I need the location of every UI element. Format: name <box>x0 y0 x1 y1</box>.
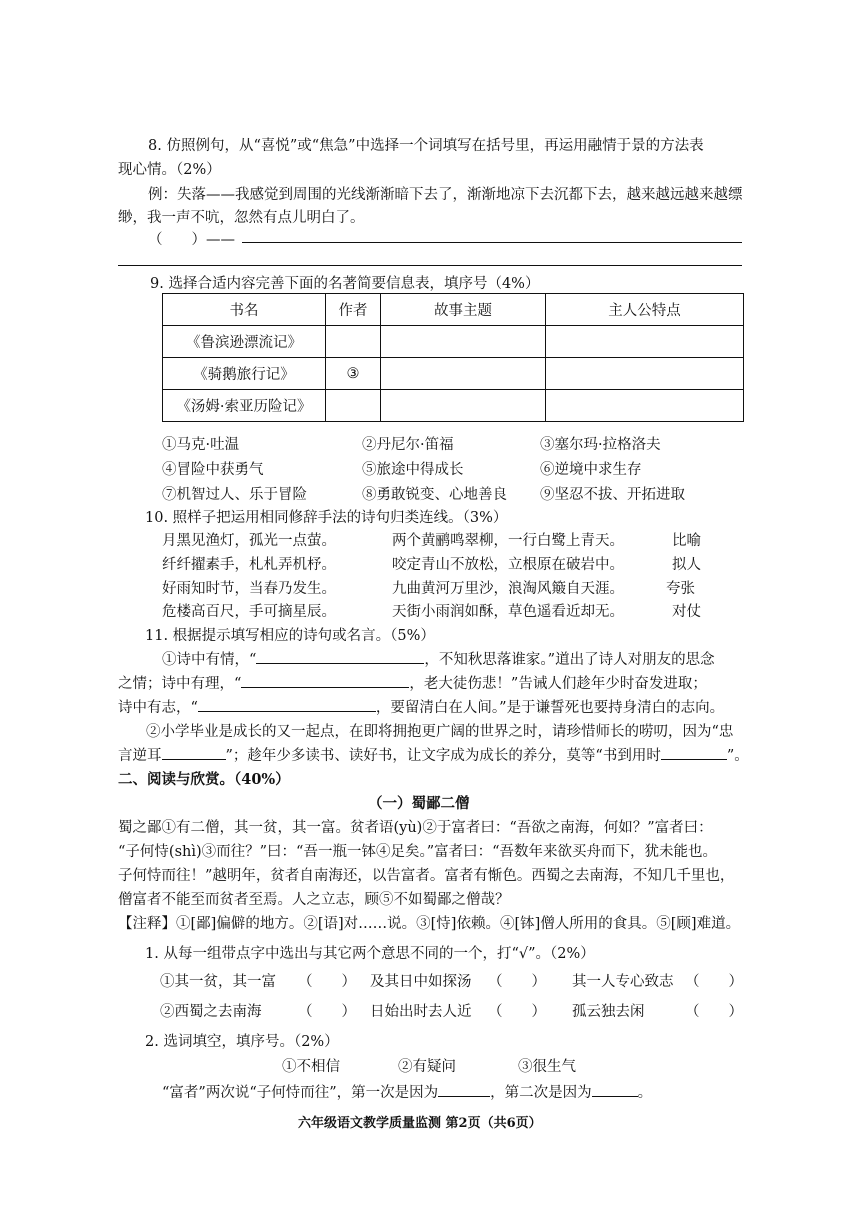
table-row <box>163 390 744 422</box>
q10-middle-line[interactable]: 咬定青山不放松，立根原在破岩中。 <box>392 557 624 573</box>
passage-line: 蜀之鄙①有二僧，其一贫，其一富。贫者语(yù)②于富者曰：“吾欲之南海，何如？”富者曰： <box>118 820 713 836</box>
table-cell-theme[interactable] <box>381 390 546 422</box>
q11-text: ，要留清白在人间。”是于谦誓死也要持身清白的志向。 <box>375 700 725 716</box>
passage-note: 【注释】①[鄙]偏僻的地方。②[语]对……说。③[恃]依赖。④[钵]僧人所用的食具。⑤[顾]难道。 <box>118 916 741 932</box>
q8-answer-line-2[interactable] <box>118 265 742 266</box>
q11-line3 <box>118 696 724 717</box>
r1-item: 其一人专心致志 <box>572 974 674 990</box>
q10-middle-line[interactable]: 天街小雨润如酥，草色遥看近却无。 <box>392 604 624 620</box>
r2-text: ，第二次是因为 <box>490 1085 592 1101</box>
table-cell-trait[interactable] <box>546 358 744 390</box>
answer-blank[interactable] <box>241 673 409 688</box>
table-header: 故事主题 <box>381 294 546 326</box>
q10-rhetoric[interactable]: 比喻 <box>672 533 701 549</box>
q10-rhetoric[interactable]: 拟人 <box>672 557 701 573</box>
q9-option: ①马克·吐温 <box>162 437 240 453</box>
table-cell-trait[interactable] <box>546 326 744 358</box>
table-cell-theme[interactable] <box>381 358 546 390</box>
page-footer: 六年级语文教学质量监测 第2页（共6页） <box>298 1116 542 1131</box>
answer-blank[interactable] <box>438 1082 490 1097</box>
r1-bracket[interactable]: （ ） <box>298 1004 356 1020</box>
q11-text: ，老大徒伤悲！”告诫人们趁年少时奋发进取； <box>409 676 707 692</box>
q11-line4: ②小学毕业是成长的又一起点，在即将拥抱更广阔的世界之时，请珍惜师长的唠叨，因为“忠 <box>146 724 734 740</box>
r2-option: ①不相信 <box>282 1059 340 1075</box>
table-cell-author[interactable] <box>326 390 381 422</box>
section-title: 二、阅读与欣赏。（40%） <box>118 771 290 788</box>
r2-text: 。 <box>637 1085 653 1101</box>
r1-item: 孤云独去闲 <box>572 1004 645 1020</box>
table-header: 书名 <box>163 294 326 326</box>
q9-option: ⑧勇敢锐变、心地善良 <box>362 487 507 503</box>
r1-title: 1. 从每一组带点字中选出与其它两个意思不同的一个，打“√”。（2%） <box>145 946 595 962</box>
table-cell-book: 《汤姆·索亚历险记》 <box>163 390 326 422</box>
table-cell-book: 《鲁滨逊漂流记》 <box>163 326 326 358</box>
table-cell-author[interactable] <box>326 326 381 358</box>
r2-option: ②有疑问 <box>398 1059 456 1075</box>
q10-left-line[interactable]: 月黑见渔灯，孤光一点萤。 <box>162 533 336 549</box>
q10-title: 10. 照样子把运用相同修辞手法的诗句归类连线。（3%） <box>145 510 508 526</box>
r1-bracket[interactable]: （ ） <box>685 974 743 990</box>
q10-left-line[interactable]: 危楼高百尺，手可摘星辰。 <box>162 604 336 620</box>
r1-item: ②西蜀之去南海 <box>160 1004 262 1020</box>
q9-option: ④冒险中获勇气 <box>162 462 264 478</box>
q11-text: ①诗中有情，“ <box>162 652 257 668</box>
q9-option: ③塞尔玛·拉格洛夫 <box>540 437 661 453</box>
q11-text: ”；趁年少多读书、读好书，让文字成为成长的养分，莫等“书到用时 <box>225 748 661 764</box>
q10-middle-line[interactable]: 两个黄鹂鸣翠柳，一行白鹭上青天。 <box>392 533 624 549</box>
r1-item: ①其一贫，其一富 <box>160 974 276 990</box>
q9-title: 9. 选择合适内容完善下面的名著简要信息表，填序号（4%） <box>150 276 540 292</box>
q10-left-line[interactable]: 纤纤擢素手，札札弄机杼。 <box>162 557 336 573</box>
table-header: 作者 <box>326 294 381 326</box>
q10-left-line[interactable]: 好雨知时节，当春乃发生。 <box>162 581 336 597</box>
passage-title: （一）蜀鄙二僧 <box>368 795 470 812</box>
q10-rhetoric[interactable]: 夸张 <box>666 581 695 597</box>
answer-blank[interactable] <box>256 649 424 664</box>
table-cell-trait[interactable] <box>546 390 744 422</box>
table-row <box>163 326 744 358</box>
q9-option: ②丹尼尔·笛福 <box>362 437 454 453</box>
q11-title: 11. 根据提示填写相应的诗句或名言。（5%） <box>145 628 435 644</box>
answer-blank[interactable] <box>162 745 226 760</box>
r1-item: 日始出时去人近 <box>370 1004 472 1020</box>
passage-line: 子何恃而往！”越明年，贫者自南海还，以告富者。富者有惭色。西蜀之去南海，不知几千里也， <box>118 868 735 884</box>
book-info-table <box>162 293 744 422</box>
table-cell-author[interactable]: ③ <box>326 358 381 390</box>
q10-middle-line[interactable]: 九曲黄河万里沙，浪淘风簸自天涯。 <box>392 581 624 597</box>
q11-text: ，不知秋思落谁家。”道出了诗人对朋友的思念 <box>424 652 715 668</box>
r1-item: 及其日中如探汤 <box>370 974 472 990</box>
r1-bracket[interactable]: （ ） <box>298 974 356 990</box>
q11-text: 之情；诗中有理，“ <box>118 676 242 692</box>
passage-line: 僧富者不能至而贫者至焉。人之立志，顾⑤不如蜀鄙之僧哉？ <box>118 892 510 908</box>
q11-line5 <box>118 744 749 765</box>
q10-rhetoric[interactable]: 对仗 <box>672 604 701 620</box>
passage-line: “子何恃(shì)③而往？”曰：“吾一瓶一钵④足矣。”富者曰：“吾数年来欲买舟而下，犹未能也。 <box>118 844 718 860</box>
q8-answer-prefix: （ ）—— <box>148 232 235 248</box>
q8-example-line2: 缈，我一声不吭，忽然有点儿明白了。 <box>118 210 365 226</box>
table-cell-book: 《骑鹅旅行记》 <box>163 358 326 390</box>
r1-bracket[interactable]: （ ） <box>488 1004 546 1020</box>
answer-blank[interactable] <box>661 745 727 760</box>
q9-option: ⑥逆境中求生存 <box>540 462 642 478</box>
table-row <box>163 358 744 390</box>
table-cell-theme[interactable] <box>381 326 546 358</box>
q8-title-line1: 8. 仿照例句，从“喜悦”或“焦急”中选择一个词填写在括号里，再运用融情于景的方法表 <box>148 138 704 154</box>
q11-line2 <box>118 672 707 693</box>
answer-blank[interactable] <box>198 697 376 712</box>
q11-text: 诗中有志，“ <box>118 700 198 716</box>
q11-text: 言逆耳 <box>118 748 162 764</box>
q8-example-line1: 例：失落——我感觉到周围的光线渐渐暗下去了，渐渐地凉下去沉都下去，越来越远越来越缥 <box>148 187 743 203</box>
r2-text: “富者”两次说“子何恃而往”，第一次是因为 <box>162 1085 439 1101</box>
q11-line1 <box>162 648 715 669</box>
q9-option: ⑨坚忍不拔、开拓进取 <box>540 487 685 503</box>
r1-bracket[interactable]: （ ） <box>685 1004 743 1020</box>
q8-answer-line[interactable] <box>242 242 742 243</box>
r1-bracket[interactable]: （ ） <box>488 974 546 990</box>
table-header-row <box>163 294 744 326</box>
q11-text: ”。 <box>726 748 749 764</box>
q9-option: ⑤旅途中得成长 <box>362 462 464 478</box>
answer-blank[interactable] <box>592 1082 638 1097</box>
r2-option: ③很生气 <box>518 1059 576 1075</box>
table-header: 主人公特点 <box>546 294 744 326</box>
r2-sentence <box>162 1081 652 1102</box>
r2-title: 2. 选词填空，填序号。（2%） <box>145 1034 339 1050</box>
q9-option: ⑦机智过人、乐于冒险 <box>162 487 307 503</box>
q8-title-line2: 现心情。（2%） <box>118 162 221 178</box>
